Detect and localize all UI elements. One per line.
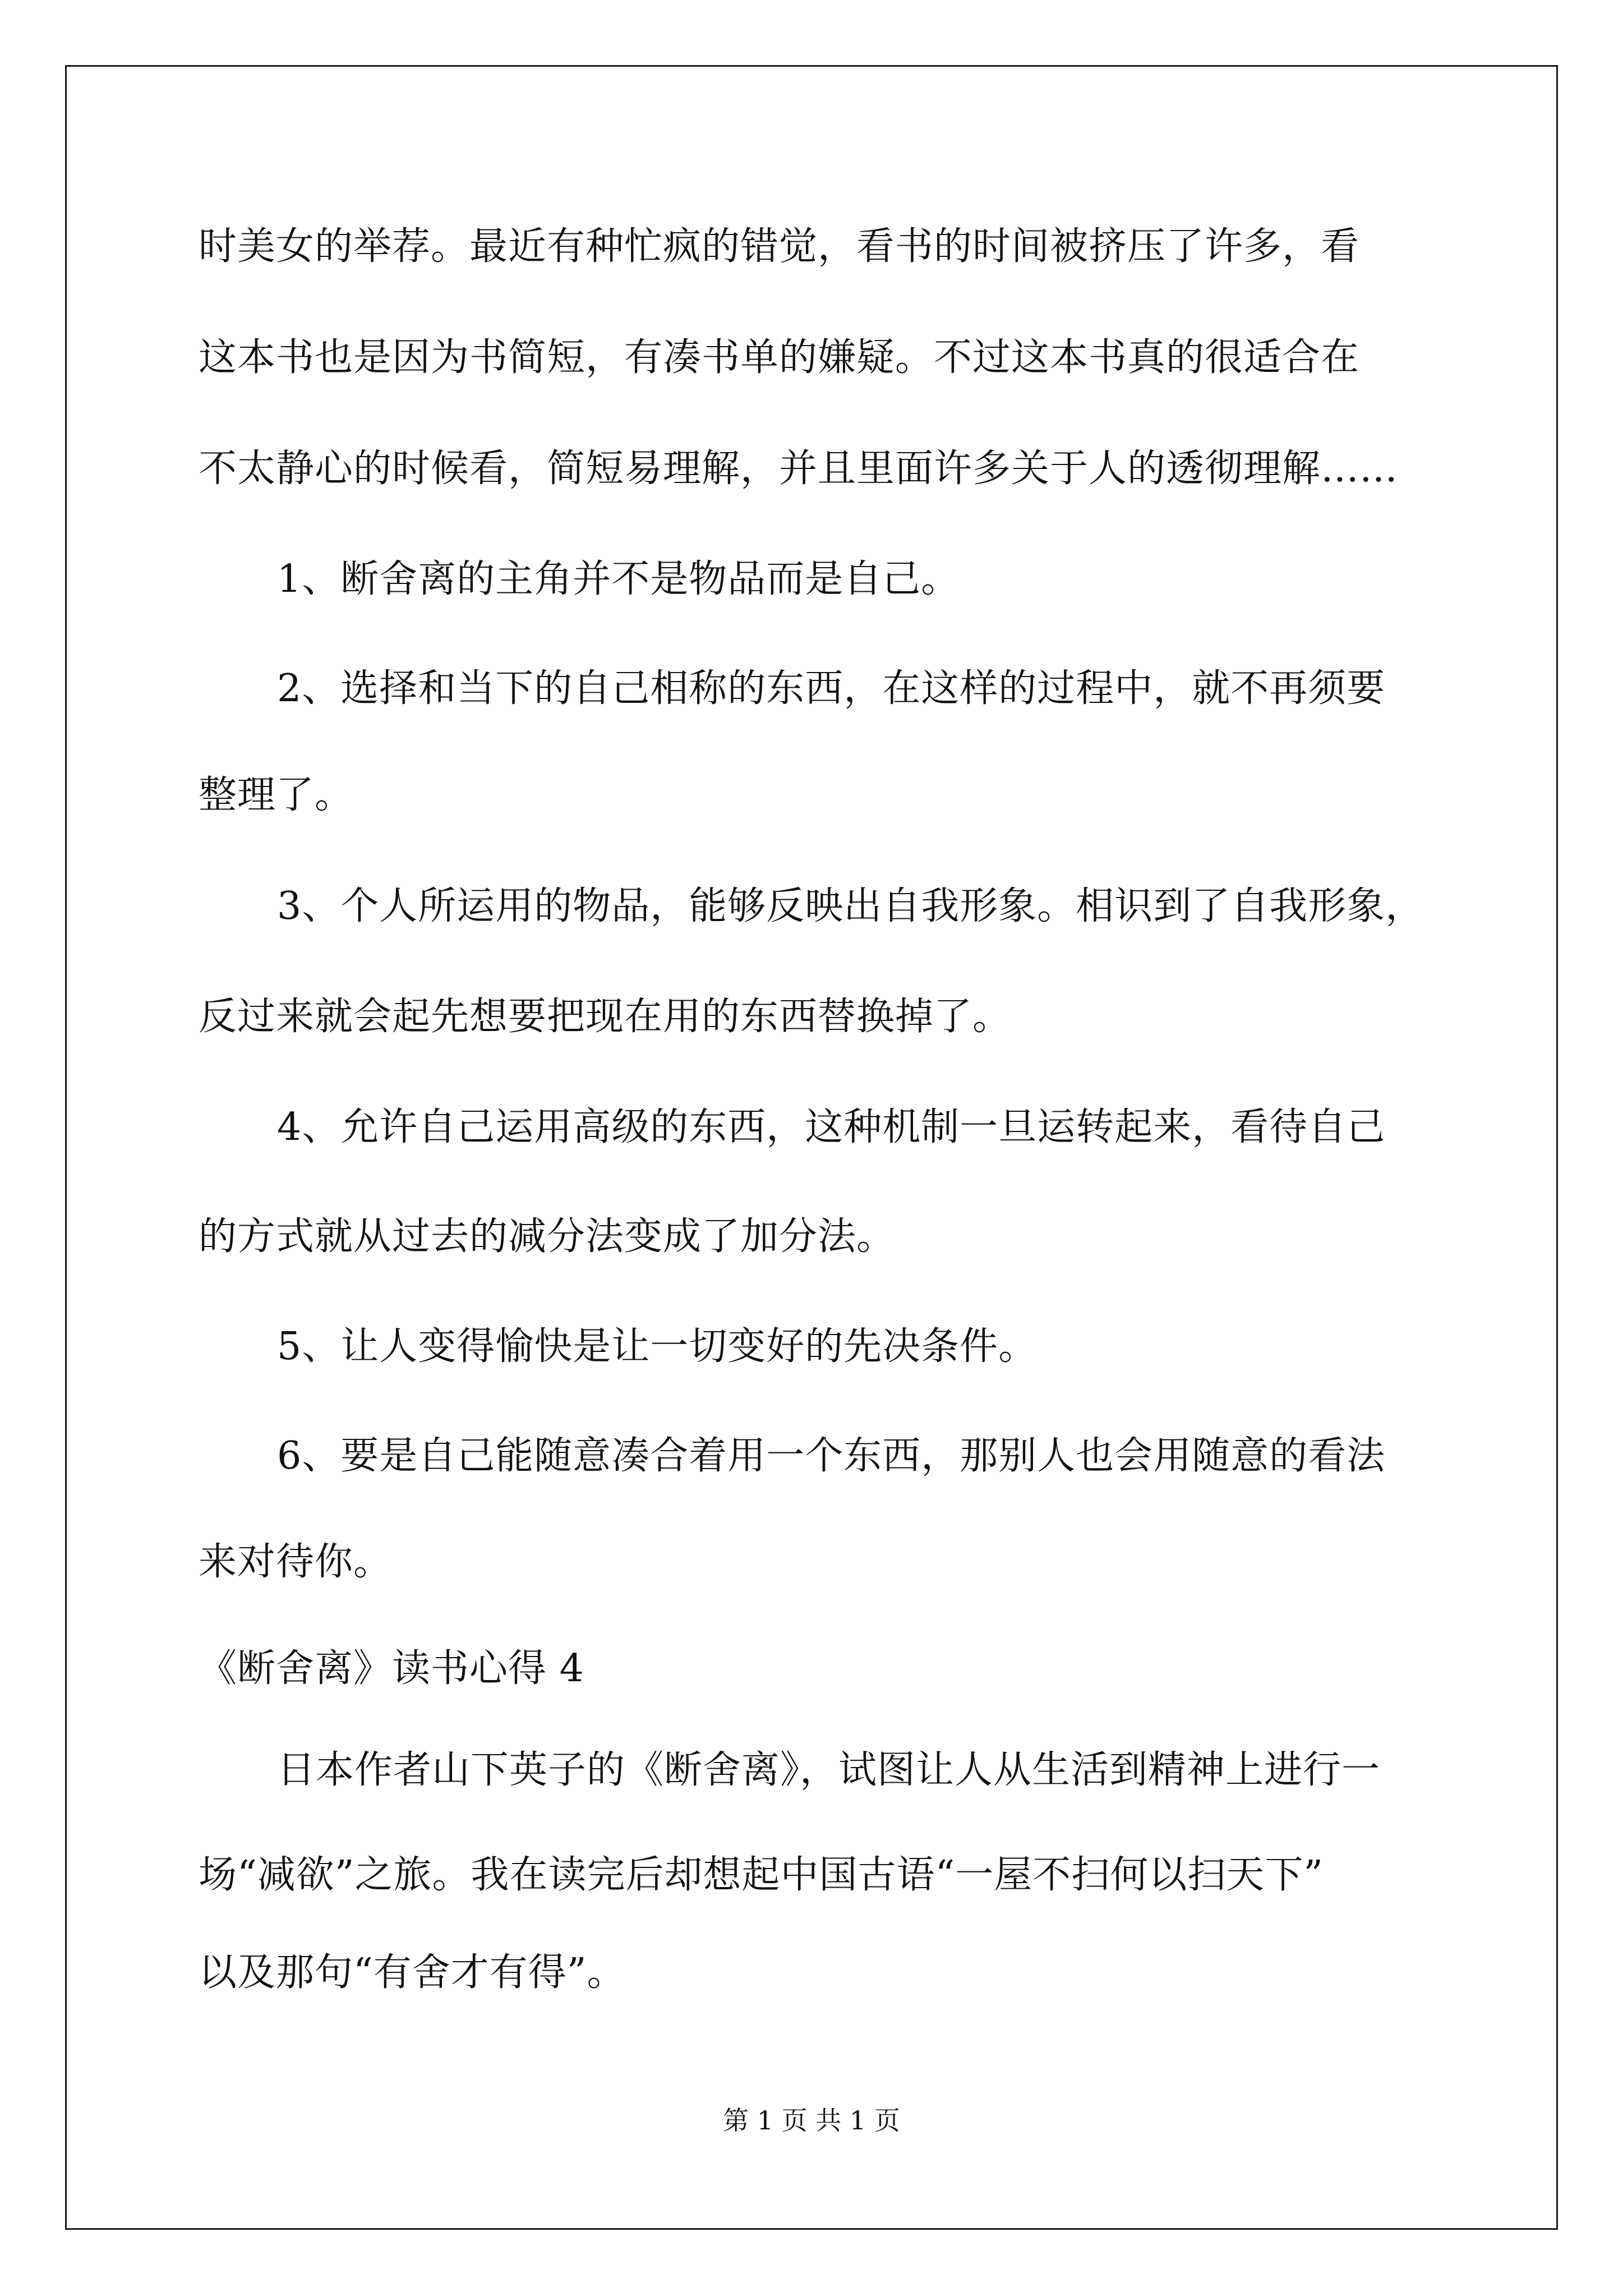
list-item-2-continuation: 整理了。 — [199, 773, 354, 817]
list-item-4: 4、允许自己运用高级的东西，这种机制一旦运转起来，看待自己 — [277, 1105, 1386, 1149]
list-item-5: 5、让人变得愉快是让一切变好的先决条件。 — [277, 1324, 1038, 1369]
list-item-6: 6、要是自己能随意凑合着用一个东西，那别人也会用随意的看法 — [277, 1434, 1386, 1478]
list-item-1: 1、断舍离的主角并不是物品而是自己。 — [277, 557, 960, 601]
paragraph-line: 这本书也是因为书简短，有凑书单的嫌疑。不过这本书真的很适合在 — [199, 335, 1360, 380]
paragraph-line: 以及那句“有舍才有得”。 — [199, 1950, 626, 1995]
paragraph-line: 日本作者山下英子的《断舍离》，试图让人从生活到精神上进行一 — [277, 1748, 1381, 1792]
list-item-3-continuation: 反过来就会起先想要把现在用的东西替换掉了。 — [199, 995, 1012, 1039]
list-item-3: 3、个人所运用的物品，能够反映出自我形象。相识到了自我形象， — [277, 884, 1424, 928]
list-item-6-continuation: 来对待你。 — [199, 1540, 393, 1584]
paragraph-line: 时美女的举荐。最近有种忙疯的错觉，看书的时间被挤压了许多，看 — [199, 224, 1360, 269]
paragraph-line: 不太静心的时候看，简短易理解，并且里面许多关于人的透彻理解…… — [199, 447, 1399, 491]
list-item-2: 2、选择和当下的自己相称的东西，在这样的过程中，就不再须要 — [277, 666, 1386, 711]
section-heading: 《断舍离》读书心得 4 — [199, 1646, 584, 1691]
list-item-4-continuation: 的方式就从过去的减分法变成了加分法。 — [199, 1214, 896, 1259]
page-footer: 第 1 页 共 1 页 — [723, 2105, 900, 2136]
paragraph-line: 场“减欲”之旅。我在读完后却想起中国古语“一屋不扫何以扫天下” — [199, 1853, 1324, 1897]
